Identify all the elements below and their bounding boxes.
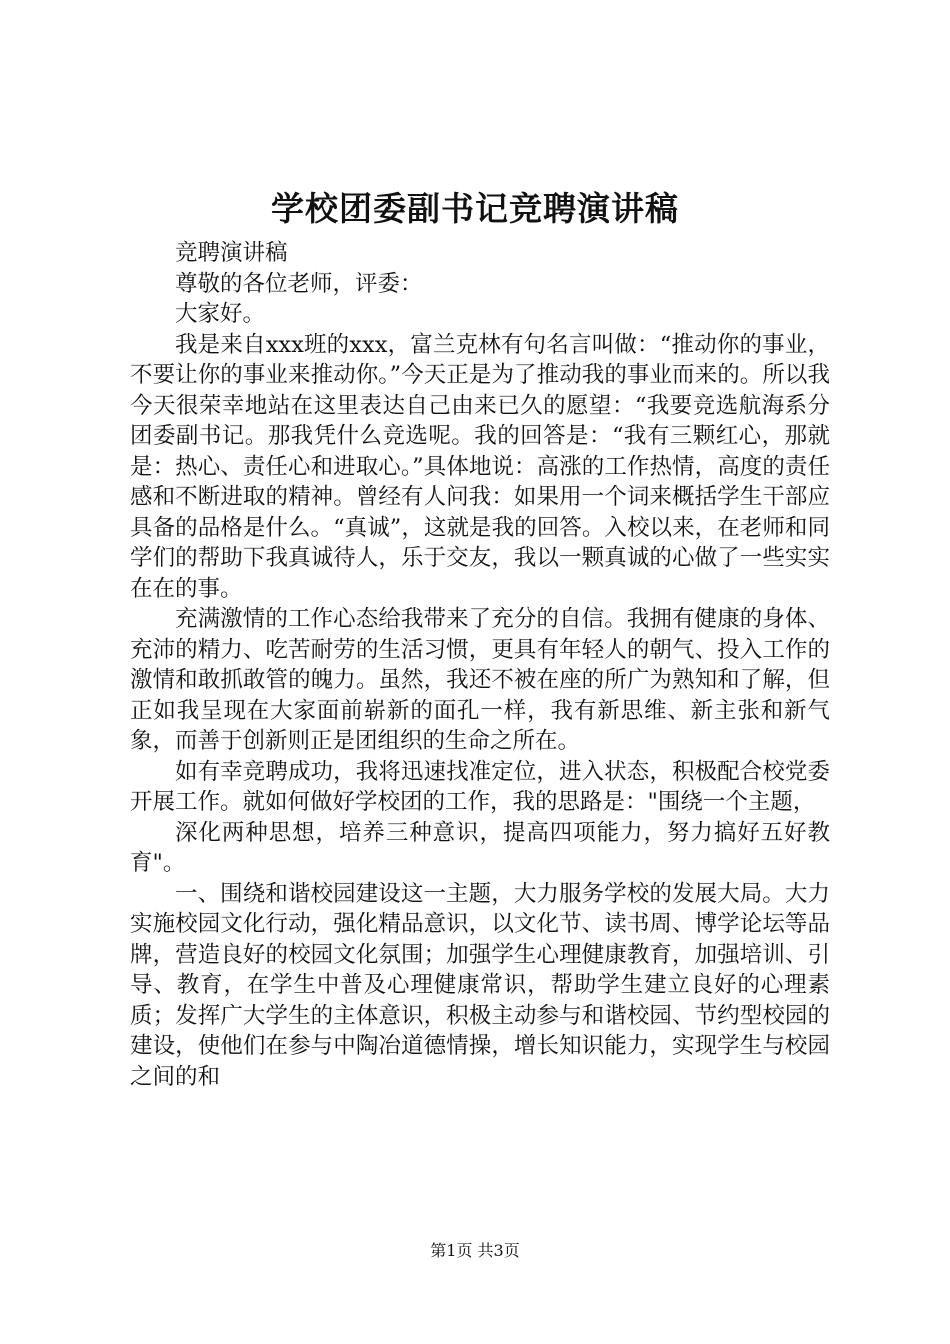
paragraph: 深化两种思想，培养三种意识，提高四项能力，努力搞好五好教育"。 bbox=[130, 819, 830, 876]
paragraph: 我是来自xxx班的xxx，富兰克林有句名言叫做：“推动你的事业，不要让你的事业来推动你。”今天正是为了推动我的事业而来的。所以我今天很荣幸地站在这里表达自己由来已久的愿望：“我要竞选航海系分团委副书记。那我凭什么竞选呢。我的回答是：“我有三颗红心，那就是：热心、责任心和进取心。”具体地说：高涨的工作热情，高度的责任感和不断进取的精神。曾经有人问我：如果用一个词来概括学生干部应具备的品格是什么。“真诚”，这就是我的回答。入校以来，在老师和同学们的帮助下我真诚待人，乐于交友，我以一颗真诚的心做了一些实实在在的事。 bbox=[130, 331, 830, 602]
paragraph: 一、围绕和谐校园建设这一主题，大力服务学校的发展大局。大力实施校园文化行动，强化精品意识，以文化节、读书周、博学论坛等品牌，营造良好的校园文化氛围；加强学生心理健康教育，加强培训、引导、教育，在学生中普及心理健康常识，帮助学生建立良好的心理素质；发挥广大学生的主体意识，积极主动参与和谐校园、节约型校园的建设，使他们在参与中陶冶道德情操，增长知识能力，实现学生与校园之间的和 bbox=[130, 880, 830, 1090]
paragraph: 充满激情的工作心态给我带来了充分的自信。我拥有健康的身体、充沛的精力、吃苦耐劳的生活习惯，更具有年轻人的朝气、投入工作的激情和敢抓敢管的魄力。虽然，我还不被在座的所广为熟知和了解，但正如我呈现在大家面前崭新的面孔一样，我有新思维、新主张和新气象，而善于创新则正是团组织的生命之所在。 bbox=[130, 606, 830, 754]
document-body bbox=[130, 238, 830, 1092]
paragraph: 竞聘演讲稿 bbox=[175, 240, 288, 266]
paragraph: 尊敬的各位老师，评委： bbox=[175, 270, 423, 297]
paragraph: 如有幸竞聘成功，我将迅速找准定位，进入状态，积极配合校党委开展工作。就如何做好学校团的工作，我的思路是："围绕一个主题， bbox=[130, 758, 830, 815]
page-number: 第1页 共3页 bbox=[430, 1241, 520, 1260]
paragraph: 大家好。 bbox=[175, 301, 266, 327]
document-title: 学校团委副书记竞聘演讲稿 bbox=[271, 189, 679, 228]
